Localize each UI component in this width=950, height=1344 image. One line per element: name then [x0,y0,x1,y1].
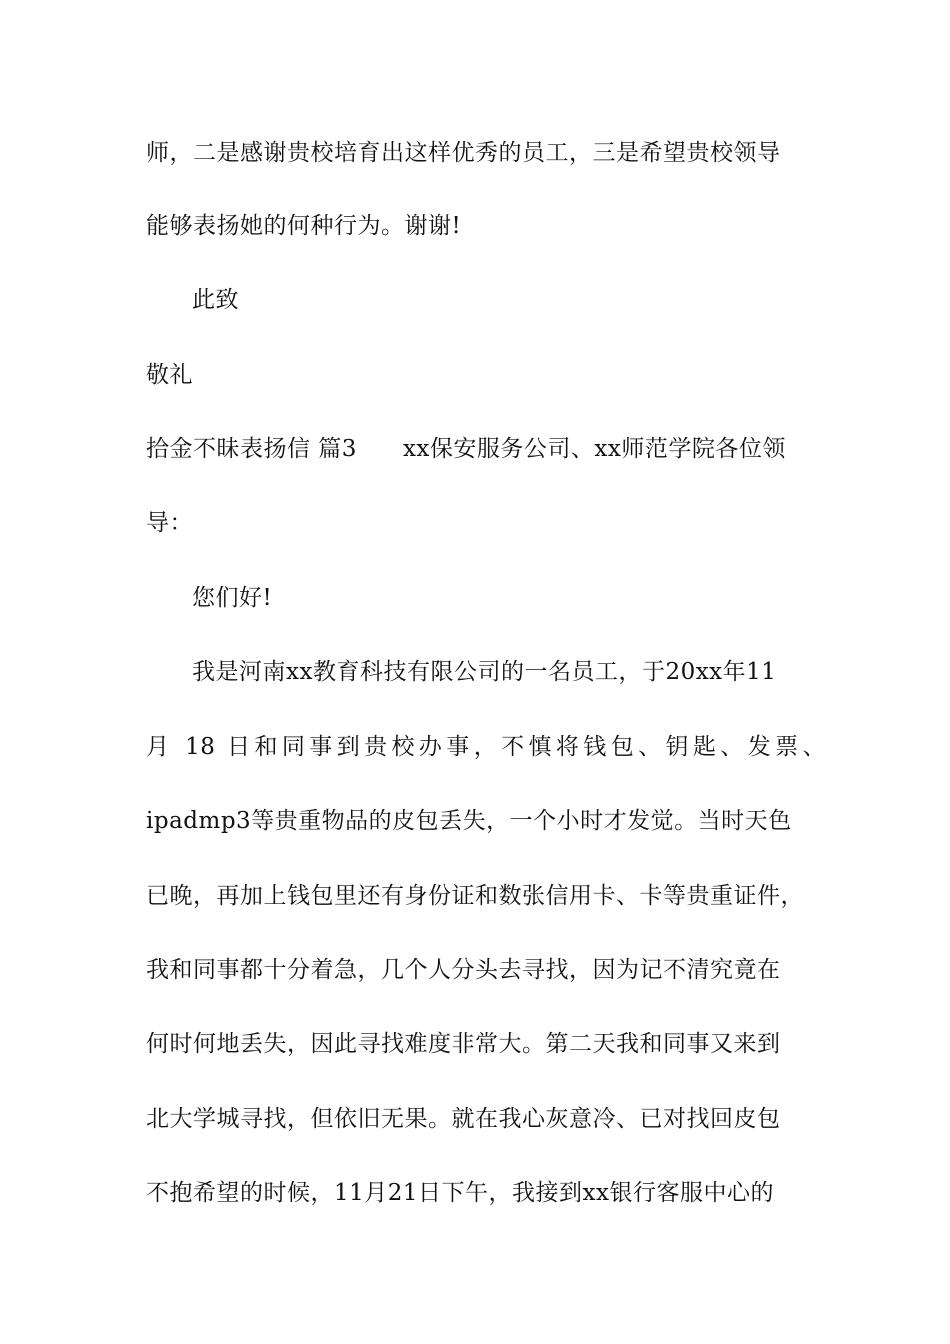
closing-regards: 敬礼 [146,362,193,388]
paragraph-line-2: 能够表扬她的何种行为。谢谢! [146,213,462,239]
paragraph-line-10: 不抱希望的时候，11月21日下午，我接到xx银行客服中心的 [146,1180,774,1206]
addressee-continued: 导： [146,510,193,536]
paragraph-line-6: 已晚，再加上钱包里还有身份证和数张信用卡、卡等贵重证件， [146,883,804,909]
paragraph-line-9: 北大学城寻找，但依旧无果。就在我心灰意冷、已对找回皮包 [146,1106,781,1132]
closing-salutation: 此致 [192,287,239,313]
section-heading: 拾金不昧表扬信 篇3 [146,436,357,462]
greeting: 您们好! [192,585,273,611]
paragraph-line-4: 月 18 日和同事到贵校办事，不慎将钱包、钥匙、发票、 [146,734,826,760]
paragraph-line-8: 何时何地丢失，因此寻找难度非常大。第二天我和同事又来到 [146,1031,781,1057]
paragraph-line-3: 我是河南xx教育科技有限公司的一名员工，于20xx年11 [192,659,777,685]
addressee: xx保安服务公司、xx师范学院各位领 [402,436,786,462]
paragraph-line-5: ipadmp3等贵重物品的皮包丢失，一个小时才发觉。当时天色 [146,808,792,834]
paragraph-line-7: 我和同事都十分着急，几个人分头去寻找，因为记不清究竟在 [146,957,781,983]
paragraph-line-1: 师，二是感谢贵校培育出这样优秀的员工，三是希望贵校领导 [146,140,781,166]
section-heading-line [146,434,786,464]
